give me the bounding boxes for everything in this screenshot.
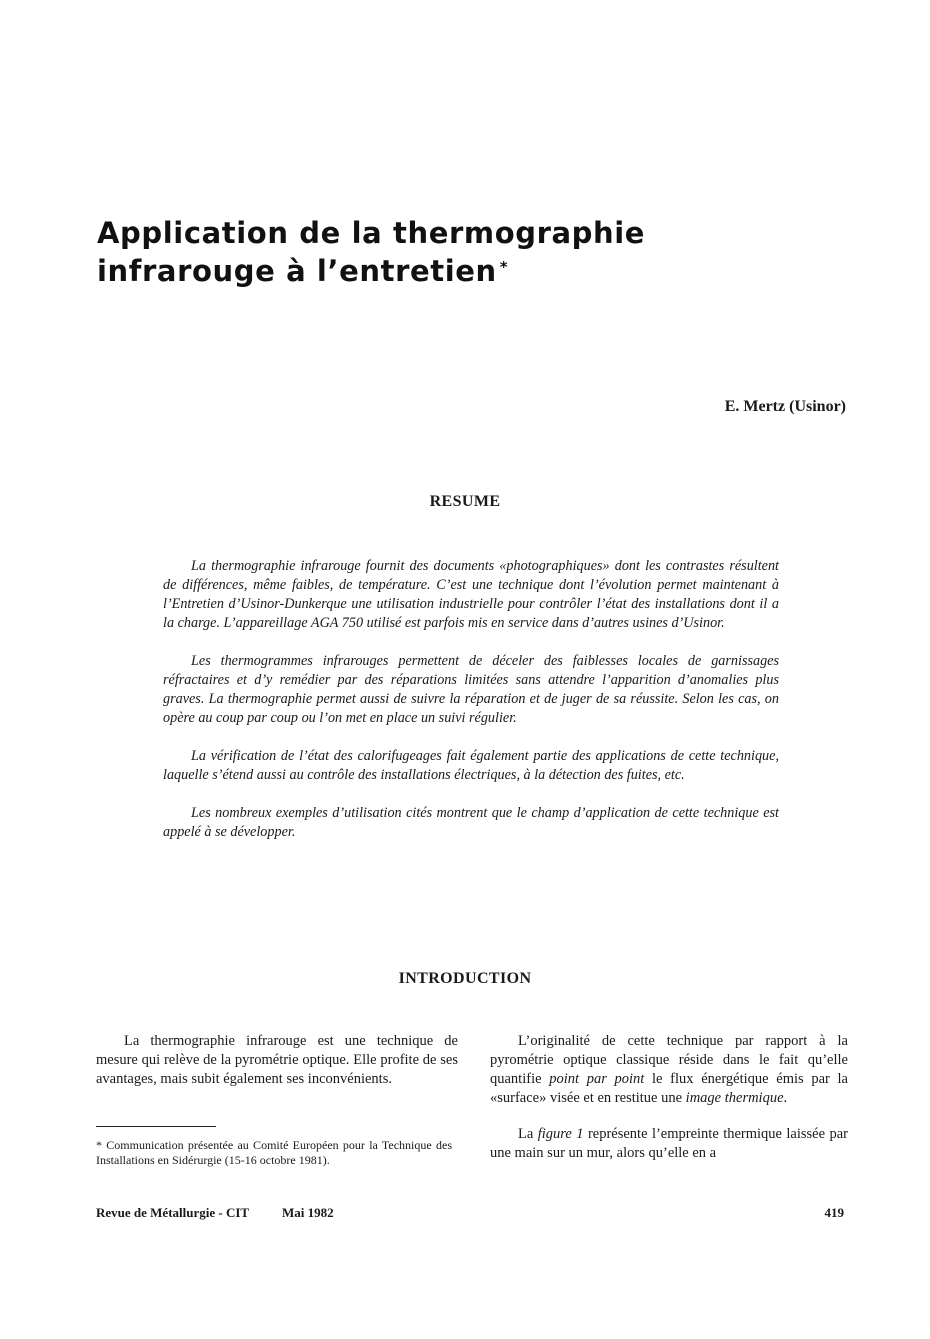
title-line-2-text: infrarouge à l’entretien	[97, 254, 497, 288]
emphasis-point-par-point: point par point	[549, 1071, 645, 1087]
text-run: le flux énergétique émis par la «surface» visée et en restitue une	[490, 1071, 848, 1106]
abstract-paragraph-1: La thermographie infrarouge fournit des documents «photographiques» dont les contrastes résultent de différences, même faibles, de température. C’est une technique dont l’évolution permet maintenant à l’Entretien d’Usinor-Dunkerque une utilisation industrielle pour contrôler l’état des installations dont il a la charge. L’appareillage AGA 750 utilisé est parfois mis en service dans d’autres usines d’Usinor.	[163, 558, 779, 631]
title-line-2	[97, 252, 717, 290]
abstract-paragraph-4: Les nombreux exemples d’utilisation cités montrent que le champ d’application de cette technique est appelé à se développer.	[163, 805, 779, 840]
intro-left-paragraph: La thermographie infrarouge est une technique de mesure qui relève de la pyrométrie optique. Elle profite de ses avantages, mais subit également ses inconvénients.	[96, 1033, 458, 1087]
footnote: * Communication présentée au Comité Européen pour la Technique des Installations en Sidérurgie (15-16 octobre 1981).	[96, 1138, 452, 1167]
introduction-heading: INTRODUCTION	[398, 970, 532, 987]
text-run: représente l’empreinte thermique laissée par une main sur un mur, alors qu’elle en a	[490, 1126, 848, 1161]
title-line-1: Application de la thermographie	[97, 216, 646, 250]
footer-page-number: 419	[824, 1205, 844, 1220]
footer-journal-name: Revue de Métallurgie - CIT	[96, 1205, 250, 1220]
text-run: La	[518, 1126, 538, 1142]
article-title	[97, 214, 717, 290]
abstract	[163, 557, 779, 861]
author-byline: E. Mertz (Usinor)	[724, 398, 846, 415]
footer-issue-date: Mai 1982	[282, 1205, 334, 1220]
emphasis-figure-reference: figure 1	[537, 1126, 584, 1142]
intro-right-paragraph-2	[490, 1125, 848, 1163]
footnote-divider	[96, 1126, 216, 1127]
intro-right-column	[490, 1032, 848, 1182]
text-run: L’originalité de cette technique par rapport à la pyrométrie optique classique réside dans le fait qu’elle quantifie	[490, 1033, 848, 1087]
abstract-paragraph-3: La vérification de l’état des calorifugeages fait également partie des applications de cette technique, laquelle s’étend aussi au contrôle des installations électriques, à la détection des fuites, etc.	[163, 748, 779, 783]
emphasis-image-thermique: image thermique	[685, 1090, 784, 1106]
intro-left-column	[96, 1032, 458, 1108]
abstract-paragraph-2: Les thermogrammes infrarouges permettent de déceler des faiblesses locales de garnissages réfractaires et d’y remédier par des réparations limitées sans attendre l’apparition d’anomalies plus graves. La thermographie permet aussi de suivre la réparation et de juger de sa réussite. Selon les cas, on opère au coup par coup ou l’on met en place un suivi régulier.	[163, 653, 779, 726]
resume-heading: RESUME	[429, 493, 501, 510]
title-footnote-mark: *	[499, 258, 509, 276]
intro-right-paragraph-1	[490, 1032, 848, 1108]
text-run: .	[783, 1090, 788, 1106]
